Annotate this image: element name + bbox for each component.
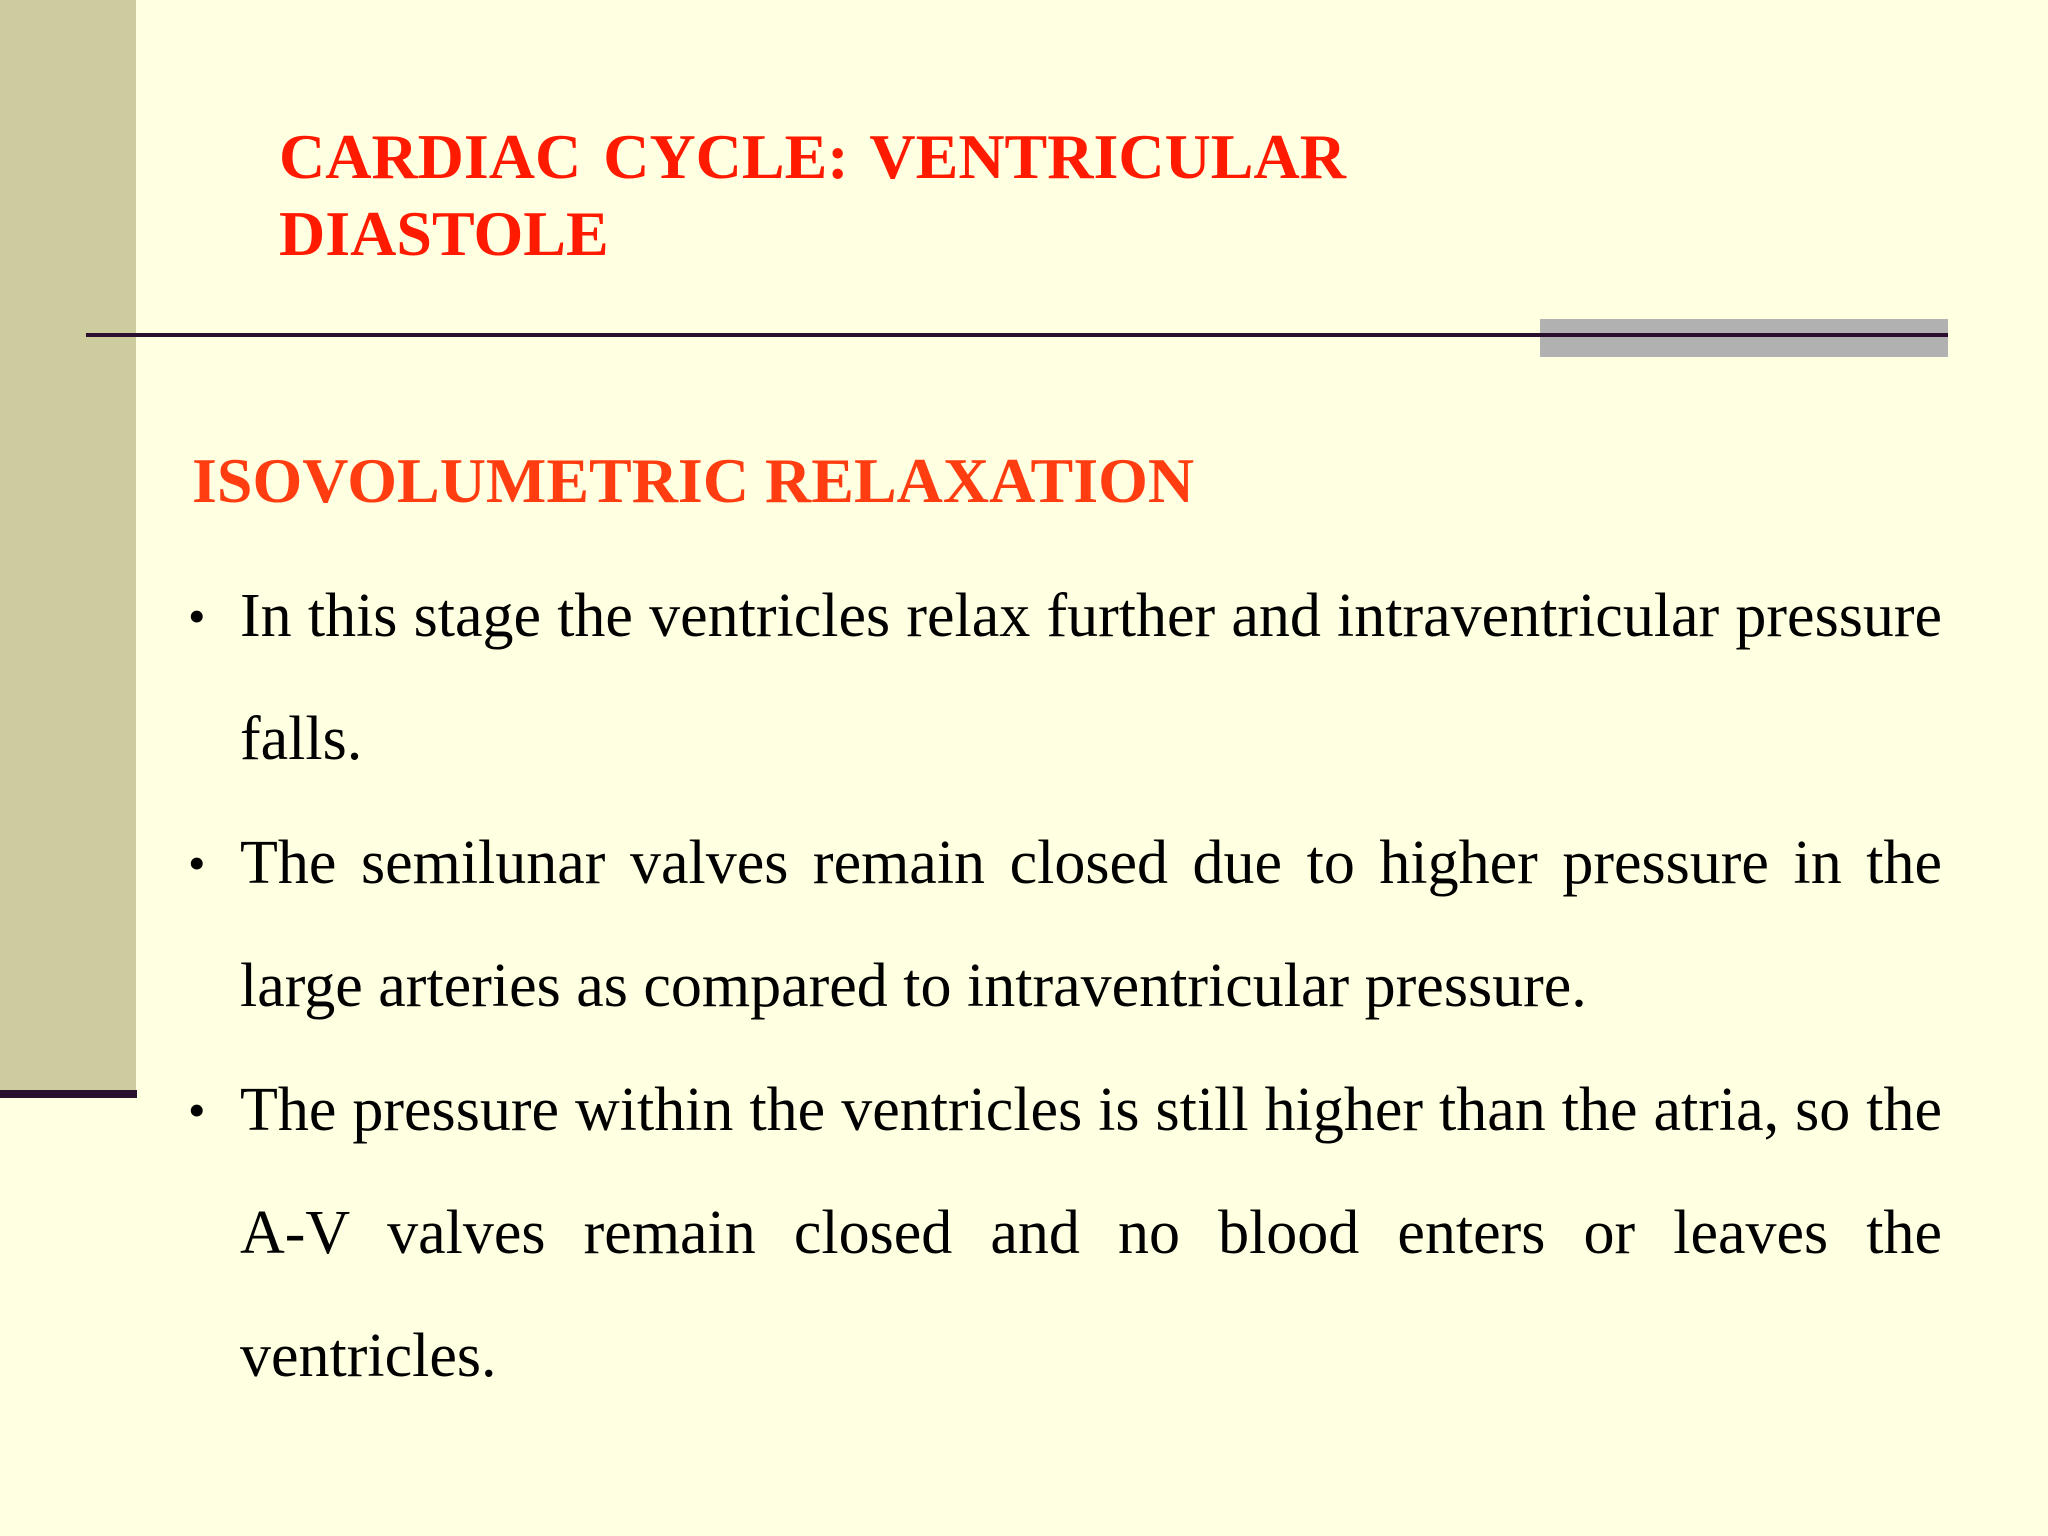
bullet-item	[188, 555, 1942, 801]
left-bar-rule	[0, 1090, 137, 1098]
bullet-text: The pressure within the ventricles is still higher than the atria, so the A-V valves remain closed and no blood enters or leaves the ventricles.	[240, 1076, 1942, 1390]
bullet-icon: •	[188, 1082, 206, 1138]
bullet-text: In this stage the ventricles relax further and intraventricular pressure falls.	[240, 582, 1942, 773]
section-heading: ISOVOLUMETRIC RELAXATION	[192, 445, 1195, 516]
bullet-icon: •	[188, 835, 206, 891]
left-side-bar	[0, 0, 136, 1098]
bullet-list	[188, 555, 1942, 1419]
bullet-icon: •	[188, 588, 206, 644]
slide-title: CARDIAC CYCLE: VENTRICULAR DIASTOLE	[279, 121, 1346, 269]
bullet-item	[188, 1049, 1942, 1418]
bullet-item	[188, 802, 1942, 1048]
bullet-text: The semilunar valves remain closed due to higher pressure in the large arteries as compared to intraventricular pressure.	[240, 829, 1942, 1020]
title-rule	[86, 333, 1948, 337]
title-rule-accent	[1540, 319, 1948, 357]
